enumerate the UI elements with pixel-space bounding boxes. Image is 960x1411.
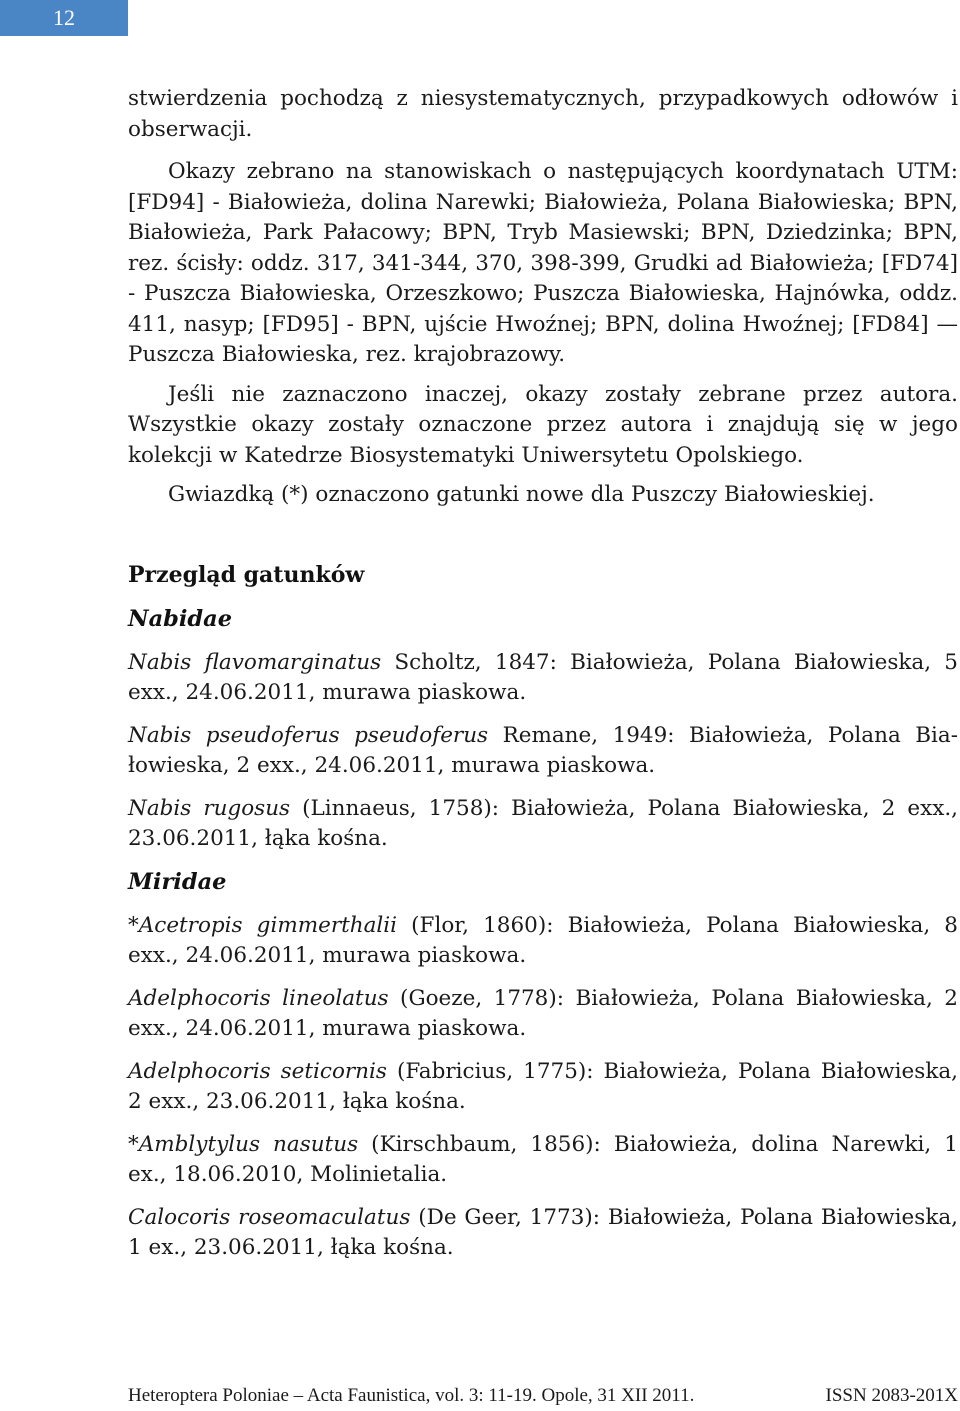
paragraph-intro-end: stwierdzenia pochodzą z niesystematycznych, przypadkowych odłowów i obserwacji.	[128, 86, 958, 142]
paragraph-localities: Okazy zebrano na stanowiskach o następujących koordynatach UTM: [FD94] - Białowieża, dolina Narewki; Białowieża, Polana Białowieska; BPN, Białowieża, Park Pałacowy; BPN, Tryb Masiewski; BPN, Dziedzinka; BPN, rez. ścisły: oddz. 317, 341-344, 370, 398-399, Grudki ad Białowieża; [FD74] - Puszcza Białowieska, Orzeszkowo; Puszcza Białowieska, Hajnówka, oddz. 411, nasyp; [FD95] - BPN, ujście Hwoźnej; BPN, dolina Hwoźnej; [FD84] — Puszcza Białowieska, rez. krajobrazowy.	[128, 159, 958, 367]
footer-issn: ISSN 2083-201X	[825, 1385, 958, 1406]
species-entry	[128, 794, 958, 855]
page-number-tab	[0, 0, 128, 36]
paragraph-asterisk-note: Gwiazdką (*) oznaczono gatunki nowe dla Puszczy Białowieskiej.	[168, 482, 875, 507]
species-details: (Goeze, 1778): Białowieża, Polana Białowieska, 2 exx., 24.06.2011, murawa piaskowa.	[128, 985, 958, 1041]
family-heading-nabidae: Nabidae	[128, 605, 233, 632]
species-entry	[128, 721, 958, 782]
species-prefix: *	[128, 1131, 139, 1157]
species-name: Nabis pseudoferus pseudoferus	[128, 722, 489, 748]
species-entry	[128, 1057, 958, 1118]
species-name: Nabis flavomarginatus	[128, 649, 382, 675]
species-details: (Kirschbaum, 1856): Białowieża, dolina Narewki, 1 ex., 18.06.2010, Molinietalia.	[128, 1131, 958, 1187]
footer-citation: Heteroptera Poloniae – Acta Faunistica, vol. 3: 11-19. Opole, 31 XII 2011.	[128, 1385, 695, 1406]
species-name: Acetropis gimmerthalii	[138, 912, 398, 938]
species-details: (Fabricius, 1775): Białowieża, Polana Białowieska, 2 exx., 23.06.2011, łąka kośna.	[128, 1058, 958, 1114]
section-title: Przegląd gatunków	[128, 561, 365, 588]
species-entry	[128, 984, 958, 1045]
species-name: Nabis rugosus	[128, 795, 291, 821]
species-details: (Flor, 1860): Białowieża, Polana Białowieska, 8 exx., 24.06.2011, murawa piaskowa.	[128, 912, 958, 968]
species-details: (Linnaeus, 1758): Białowieża, Polana Białowieska, 2 exx., 23.06.2011, łąka kośna.	[128, 795, 958, 851]
article-body	[128, 84, 958, 1264]
species-details: (De Geer, 1773): Białowieża, Polana Białowieska, 1 ex., 23.06.2011, łąka kośna.	[128, 1204, 958, 1260]
species-name: Adelphocoris seticornis	[128, 1058, 387, 1084]
species-entry	[128, 1203, 958, 1264]
paragraph-collector: Jeśli nie zaznaczono inaczej, okazy zostały zebrane przez autora. Wszystkie okazy zostały oznaczone przez autora i znajdują się w jego kolekcji w Katedrze Biosystematyki Uniwersytetu Opolskiego.	[128, 381, 958, 468]
species-name: Adelphocoris lineolatus	[128, 985, 389, 1011]
species-name: Calocoris roseomaculatus	[128, 1204, 411, 1230]
species-details: Scholtz, 1847: Białowieża, Polana Białowieska, 5 exx., 24.06.2011, murawa piaskowa.	[128, 649, 958, 705]
species-name: Amblytylus nasutus	[138, 1131, 359, 1157]
species-entry	[128, 1130, 958, 1191]
page-number: 12	[53, 5, 75, 30]
page-footer	[128, 1384, 958, 1408]
species-details: Remane, 1949: Białowieża, Polana Białowieska, 2 exx., 24.06.2011, murawa piaskowa.	[128, 722, 958, 778]
species-entry	[128, 648, 958, 709]
species-entry	[128, 911, 958, 972]
family-heading-miridae: Miridae	[128, 868, 227, 895]
species-prefix: *	[128, 912, 139, 938]
